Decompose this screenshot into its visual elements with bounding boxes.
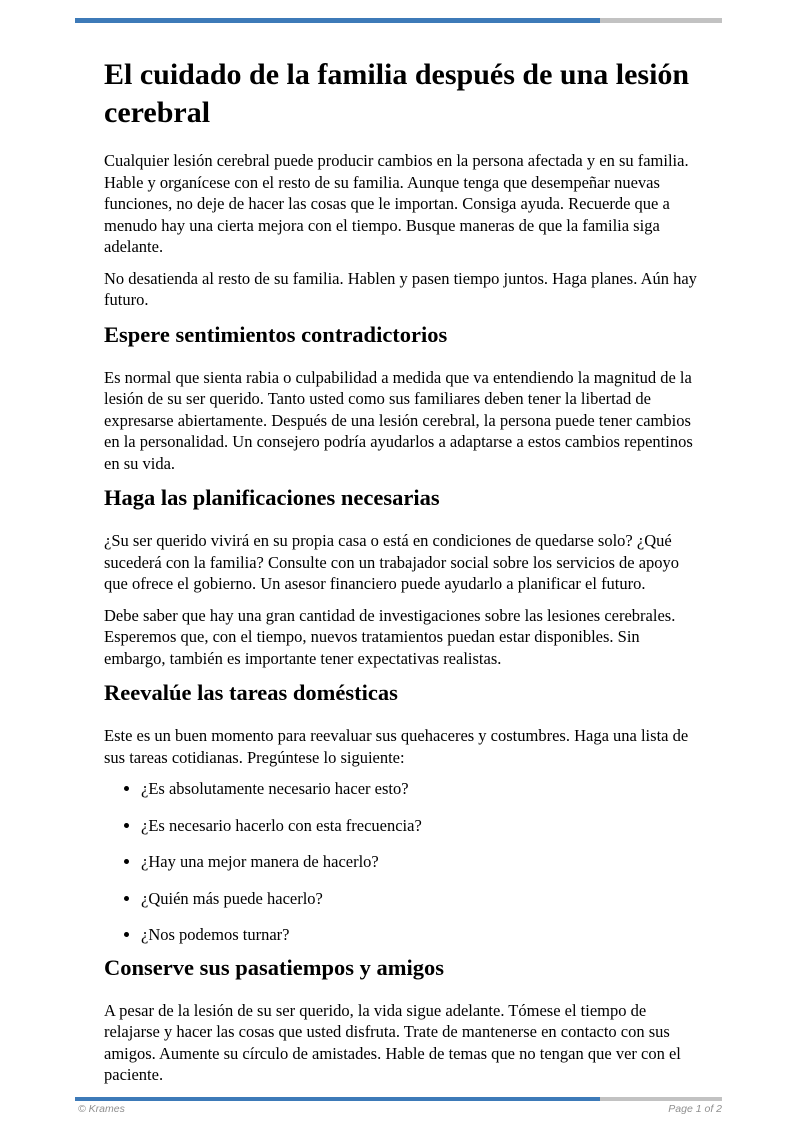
document-body [104, 56, 705, 1096]
list-item: • ¿Quién más puede hacerlo? [141, 888, 705, 910]
section-expectations-paragraph: Es normal que sienta rabia o culpabilidad a medida que va entendiendo la magnitud de la lesión de su ser querido. Tanto usted como sus familiares deben tener la libertad de expresarse abiertamente. Después de una lesión cerebral, la persona puede tener cambios en la personalidad. Un consejero podría ayudarlos a adaptarse a estos cambios repentinos en su vida. [104, 367, 693, 473]
list-item: • ¿Hay una mejor manera de hacerlo? [141, 851, 705, 873]
section-heading-planning: Haga las planificaciones necesarias [104, 485, 440, 510]
section-chores-paragraph: Este es un buen momento para reevaluar sus quehaceres y costumbres. Haga una lista de sus tareas cotidianas. Pregúntese lo siguiente: [104, 726, 689, 767]
list-item: • ¿Nos podemos turnar? [141, 924, 705, 946]
header-rule-accent-segment [75, 18, 600, 23]
footer-rule-gray-segment [600, 1097, 722, 1101]
list-item: • ¿Es necesario hacerlo con esta frecuencia? [141, 815, 705, 837]
page-footer [78, 1103, 722, 1115]
section-heading-chores: Reevalúe las tareas domésticas [104, 680, 398, 705]
section-heading-expectations: Espere sentimientos contradictorios [104, 321, 448, 347]
header-rule-gray-segment [600, 18, 722, 23]
section-planning-paragraph-1: ¿Su ser querido vivirá en su propia casa o está en condiciones de quedarse solo? ¿Qué sucederá con la familia? Consulte con un trabajador social sobre los servicios de apoyo que ofrece el gobierno. Un asesor financiero puede ayudarlo a planificar el futuro. [104, 531, 680, 593]
page-title: El cuidado de la familia después de una lesión cerebral [104, 58, 690, 129]
header-rule [75, 18, 722, 23]
section-hobbies-paragraph: A pesar de la lesión de su ser querido, la vida sigue adelante. Tómese el tiempo de relajarse y hacer las cosas que usted disfruta. Trate de mantenerse en contacto con sus amigos. Aumente su círculo de amistades. Hable de temas que no tengan que ver con el paciente. [104, 1000, 681, 1084]
page-number-label: Page 1 of 2 [668, 1103, 722, 1115]
list-item: • ¿Es absolutamente necesario hacer esto? [141, 778, 705, 800]
intro-paragraph-2: No desatienda al resto de su familia. Hablen y pasen tiempo juntos. Haga planes. Aún hay futuro. [104, 268, 697, 309]
copyright-label: © Krames [78, 1103, 125, 1115]
section-heading-hobbies: Conserve sus pasatiempos y amigos [104, 954, 445, 980]
footer-rule [75, 1097, 722, 1101]
chores-question-list [104, 778, 705, 946]
footer-rule-accent-segment [75, 1097, 600, 1101]
section-planning-paragraph-2: Debe saber que hay una gran cantidad de investigaciones sobre las lesiones cerebrales. Esperemos que, con el tiempo, nuevos tratamientos puedan estar disponibles. Sin embargo, también es importante tener expectativas realistas. [104, 605, 676, 668]
intro-paragraph-1: Cualquier lesión cerebral puede producir cambios en la persona afectada y en su familia. Hable y organícese con el resto de su familia. Aunque tenga que desempeñar nuevas funciones, no deje de hacer las cosas que le importan. Consiga ayuda. Recuerde que a menudo hay una cierta mejora con el tiempo. Busque maneras de que la familia siga adelante. [104, 151, 689, 256]
